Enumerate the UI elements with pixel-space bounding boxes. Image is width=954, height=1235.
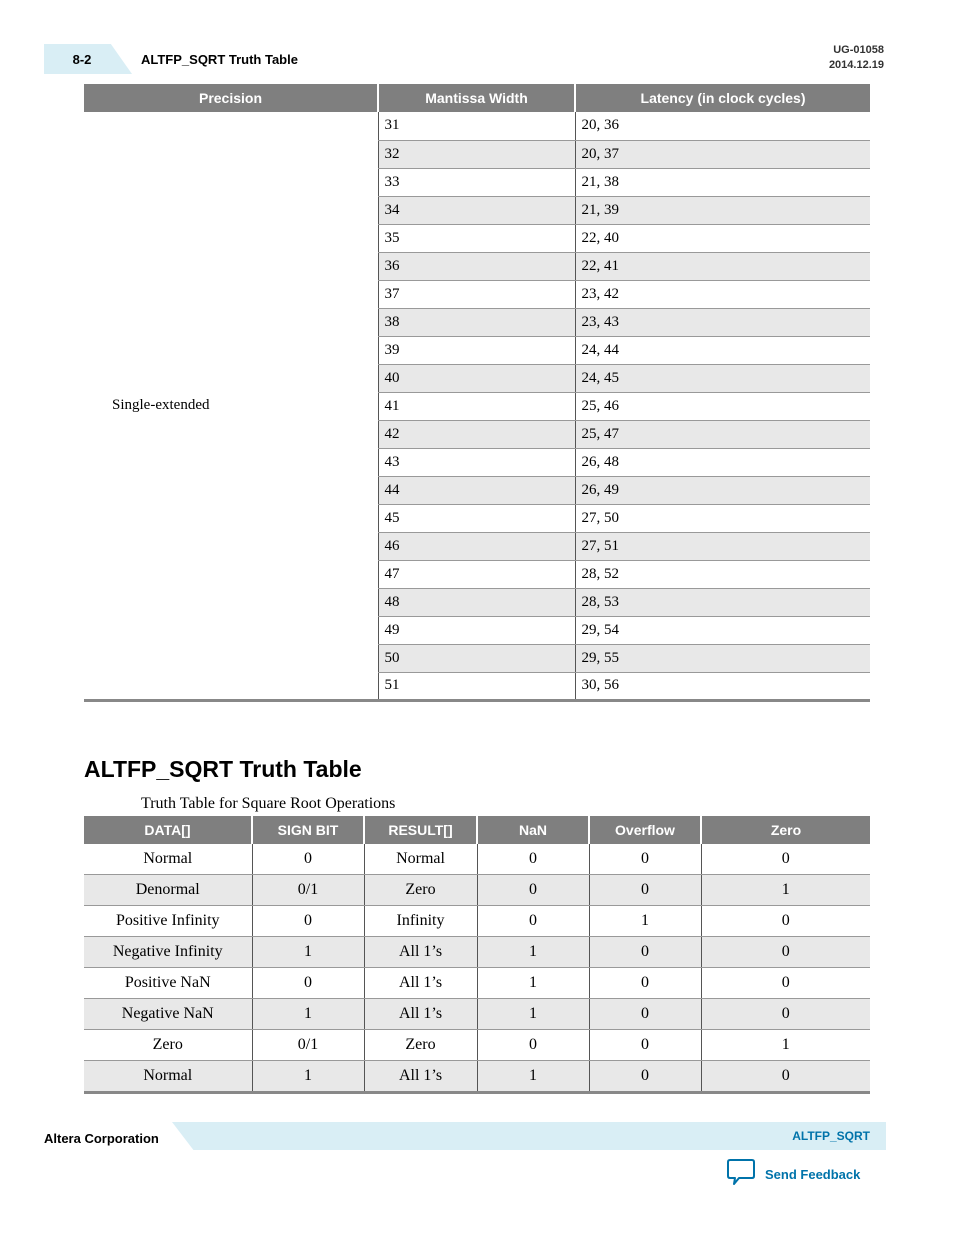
mantissa-width-cell: 33 (378, 168, 575, 196)
latency-cell: 23, 42 (575, 280, 870, 308)
table-row (84, 844, 870, 875)
nan-cell: 1 (477, 937, 589, 968)
zero-cell: 0 (701, 844, 870, 875)
zero-cell: 0 (701, 937, 870, 968)
latency-cell: 30, 56 (575, 672, 870, 700)
result-cell: Zero (364, 1030, 477, 1061)
mantissa-width-cell: 48 (378, 588, 575, 616)
latency-cell: 24, 45 (575, 364, 870, 392)
truth-table-header (84, 816, 870, 844)
table-row (84, 937, 870, 968)
mantissa-width-cell: 49 (378, 616, 575, 644)
latency-cell: 26, 49 (575, 476, 870, 504)
table-row (84, 875, 870, 906)
page-number: 8-2 (72, 52, 92, 67)
latency-cell: 25, 46 (575, 392, 870, 420)
mantissa-width-cell: 38 (378, 308, 575, 336)
mantissa-width-cell: 37 (378, 280, 575, 308)
overflow-cell: 0 (589, 875, 701, 906)
send-feedback-link[interactable] (726, 1158, 860, 1191)
latency-cell: 23, 43 (575, 308, 870, 336)
sign-bit-cell: 0 (252, 906, 364, 937)
latency-cell: 27, 50 (575, 504, 870, 532)
mantissa-width-cell: 47 (378, 560, 575, 588)
latency-cell: 28, 52 (575, 560, 870, 588)
mantissa-width-cell: 51 (378, 672, 575, 700)
overflow-cell: 0 (589, 844, 701, 875)
footer-band (172, 1122, 886, 1150)
latency-cell: 28, 53 (575, 588, 870, 616)
overflow-cell: 0 (589, 1030, 701, 1061)
doc-info (829, 43, 884, 73)
mantissa-width-cell: 43 (378, 448, 575, 476)
nan-cell: 0 (477, 844, 589, 875)
column-header: DATA[] (84, 816, 252, 844)
result-cell: All 1’s (364, 999, 477, 1030)
mantissa-width-cell: 44 (378, 476, 575, 504)
data-cell: Negative NaN (84, 999, 252, 1030)
mantissa-width-cell: 39 (378, 336, 575, 364)
table-caption: Truth Table for Square Root Operations (141, 795, 396, 812)
result-cell: All 1’s (364, 937, 477, 968)
column-header: Mantissa Width (378, 84, 575, 112)
mantissa-width-cell: 42 (378, 420, 575, 448)
column-header: Overflow (589, 816, 701, 844)
latency-table-body (84, 112, 870, 700)
column-header: NaN (477, 816, 589, 844)
latency-cell: 22, 40 (575, 224, 870, 252)
doc-id: UG-01058 (833, 44, 884, 56)
footer-company: Altera Corporation (44, 1131, 159, 1146)
data-cell: Normal (84, 1061, 252, 1093)
result-cell: All 1’s (364, 1061, 477, 1093)
column-header: Latency (in clock cycles) (575, 84, 870, 112)
sign-bit-cell: 1 (252, 937, 364, 968)
data-cell: Normal (84, 844, 252, 875)
zero-cell: 0 (701, 999, 870, 1030)
latency-cell: 20, 37 (575, 140, 870, 168)
mantissa-width-cell: 34 (378, 196, 575, 224)
result-cell: All 1’s (364, 968, 477, 999)
mantissa-width-cell: 40 (378, 364, 575, 392)
table-row (84, 112, 870, 140)
column-header: RESULT[] (364, 816, 477, 844)
latency-table (84, 84, 870, 702)
latency-cell: 22, 41 (575, 252, 870, 280)
zero-cell: 0 (701, 1061, 870, 1093)
data-cell: Positive Infinity (84, 906, 252, 937)
mantissa-width-cell: 50 (378, 644, 575, 672)
table-row (84, 999, 870, 1030)
zero-cell: 0 (701, 906, 870, 937)
zero-cell: 0 (701, 968, 870, 999)
latency-cell: 26, 48 (575, 448, 870, 476)
latency-cell: 21, 39 (575, 196, 870, 224)
overflow-cell: 1 (589, 906, 701, 937)
zero-cell: 1 (701, 875, 870, 906)
sign-bit-cell: 0 (252, 844, 364, 875)
mantissa-width-cell: 41 (378, 392, 575, 420)
latency-table-header (84, 84, 870, 112)
overflow-cell: 0 (589, 1061, 701, 1093)
latency-cell: 27, 51 (575, 532, 870, 560)
data-cell: Positive NaN (84, 968, 252, 999)
result-cell: Infinity (364, 906, 477, 937)
send-feedback-label[interactable]: Send Feedback (765, 1167, 861, 1182)
speech-bubble-icon (726, 1158, 756, 1191)
column-header: Precision (84, 84, 378, 112)
header-section-title: ALTFP_SQRT Truth Table (141, 52, 298, 67)
column-header: Zero (701, 816, 870, 844)
nan-cell: 1 (477, 968, 589, 999)
table-row (84, 1030, 870, 1061)
nan-cell: 0 (477, 875, 589, 906)
table-row (84, 906, 870, 937)
truth-table-body (84, 844, 870, 1093)
column-header: SIGN BIT (252, 816, 364, 844)
doc-date: 2014.12.19 (828, 59, 884, 71)
section-title: ALTFP_SQRT Truth Table (84, 756, 362, 782)
result-cell: Normal (364, 844, 477, 875)
table-row (84, 968, 870, 999)
truth-table (84, 816, 870, 1094)
mantissa-width-cell: 45 (378, 504, 575, 532)
latency-cell: 21, 38 (575, 168, 870, 196)
overflow-cell: 0 (589, 937, 701, 968)
latency-cell: 25, 47 (575, 420, 870, 448)
mantissa-width-cell: 46 (378, 532, 575, 560)
mantissa-width-cell: 35 (378, 224, 575, 252)
sign-bit-cell: 0/1 (252, 1030, 364, 1061)
precision-cell: Single-extended (84, 112, 378, 700)
latency-cell: 20, 36 (575, 112, 870, 140)
sign-bit-cell: 1 (252, 1061, 364, 1093)
data-cell: Zero (84, 1030, 252, 1061)
data-cell: Denormal (84, 875, 252, 906)
mantissa-width-cell: 32 (378, 140, 575, 168)
zero-cell: 1 (701, 1030, 870, 1061)
nan-cell: 0 (477, 906, 589, 937)
mantissa-width-cell: 36 (378, 252, 575, 280)
latency-cell: 29, 55 (575, 644, 870, 672)
nan-cell: 0 (477, 1030, 589, 1061)
sign-bit-cell: 0/1 (252, 875, 364, 906)
result-cell: Zero (364, 875, 477, 906)
sign-bit-cell: 1 (252, 999, 364, 1030)
nan-cell: 1 (477, 999, 589, 1030)
footer-section-link[interactable]: ALTFP_SQRT (792, 1129, 870, 1143)
nan-cell: 1 (477, 1061, 589, 1093)
overflow-cell: 0 (589, 968, 701, 999)
latency-cell: 29, 54 (575, 616, 870, 644)
sign-bit-cell: 0 (252, 968, 364, 999)
data-cell: Negative Infinity (84, 937, 252, 968)
latency-cell: 24, 44 (575, 336, 870, 364)
table-row (84, 1061, 870, 1093)
mantissa-width-cell: 31 (378, 112, 575, 140)
overflow-cell: 0 (589, 999, 701, 1030)
